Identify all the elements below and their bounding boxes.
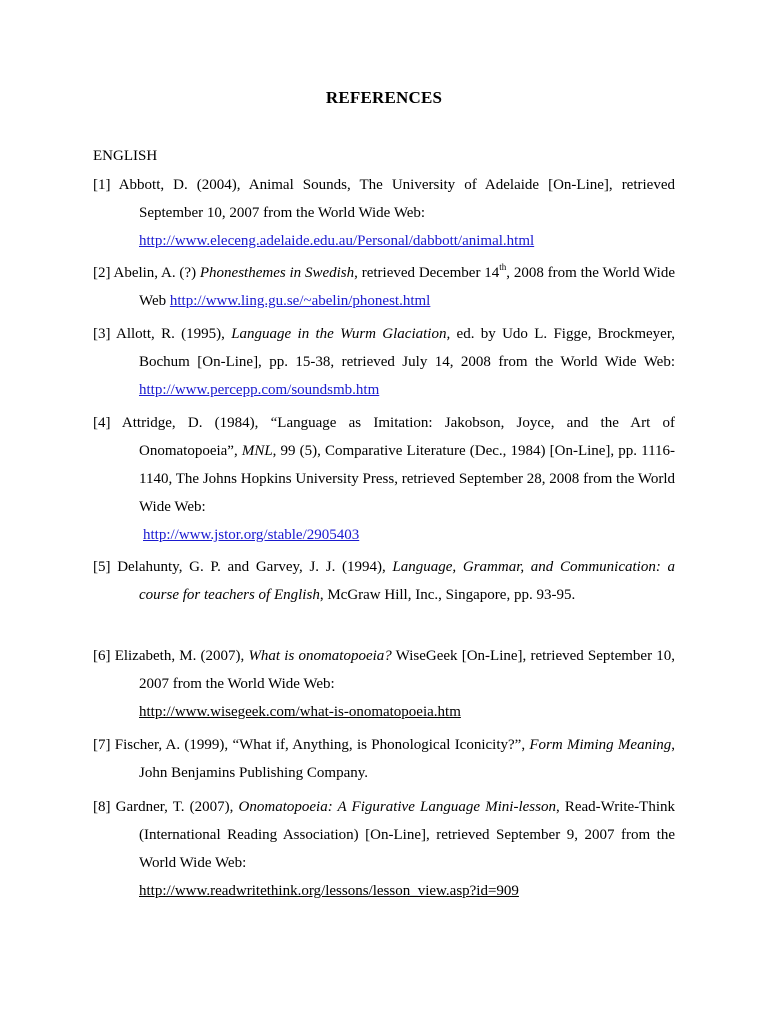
ref-number: [3] — [93, 326, 111, 342]
ref-number: [8] — [93, 799, 111, 815]
ref-number: [2] — [93, 265, 111, 281]
ref-title: Form Miming Meaning — [529, 737, 672, 753]
ref-number: [6] — [93, 648, 111, 664]
ref-number: [7] — [93, 737, 111, 753]
ref-text: , John Benjamins Publishing Company. — [139, 737, 675, 781]
ref-title: Onomatopoeia: A Figurative Language Mini-lesson — [238, 799, 556, 815]
ref-link[interactable]: http://www.ling.gu.se/~abelin/phonest.html — [169, 293, 431, 309]
ref-text: , retrieved December 14 — [354, 265, 500, 281]
ref-text: , Read-Write-Think (International Reading Association) [On-Line], retrieved September 9, 2007 from the World Wide Web: — [139, 799, 676, 871]
reference-item — [93, 259, 675, 315]
ref-number: [5] — [93, 559, 111, 575]
ref-text: , 99 (5), Comparative Literature (Dec., 1984) [On-Line], pp. 1116-1140, The Johns Hopkins University Press, retrieved September 28, 2008 from the World Wide Web: — [139, 443, 676, 515]
section-heading: ENGLISH — [93, 148, 158, 164]
ref-text: Abbott, D. (2004), Animal Sounds, The University of Adelaide [On-Line], retrieved September 10, 2007 from the World Wide Web: — [118, 177, 675, 221]
ref-link[interactable]: http://www.percepp.com/soundsmb.htm — [139, 382, 380, 398]
ref-title: Language in the Wurm Glaciation, — [231, 326, 451, 342]
ref-text: WiseGeek [On-Line], retrieved September 10, 2007 from the World Wide Web: — [139, 648, 676, 692]
reference-item — [93, 320, 675, 404]
reference-item — [93, 171, 675, 255]
ref-link[interactable]: http://www.jstor.org/stable/2905403 — [143, 527, 360, 543]
ref-number: [1] — [93, 177, 111, 193]
ref-title: Language, Grammar, and Communication: a course for teachers of English — [139, 559, 675, 603]
ref-title: What is onomatopoeia? — [248, 648, 392, 664]
ref-title: Phonesthemes in Swedish — [199, 265, 355, 281]
ref-text: Fischer, A. (1999), “What if, Anything, is Phonological Iconicity?”, — [114, 737, 530, 753]
reference-item — [93, 642, 675, 726]
page-title: REFERENCES — [325, 88, 443, 107]
ref-number: [4] — [93, 415, 111, 431]
ref-superscript: th — [499, 262, 507, 272]
ref-text: Allott, R. (1995), — [116, 326, 232, 342]
ref-title: MNL — [241, 443, 273, 459]
ref-text: , 2008 from the World Wide Web — [139, 265, 675, 309]
ref-text: Gardner, T. (2007), — [115, 799, 239, 815]
reference-item — [93, 409, 675, 549]
ref-link[interactable]: http://www.wisegeek.com/what-is-onomatopoeia.htm — [139, 704, 461, 720]
ref-text: Abelin, A. (?) — [113, 265, 200, 281]
ref-text: ed. by Udo L. Figge, Brockmeyer, Bochum [On-Line], pp. 15-38, retrieved July 14, 2008 from the World Wide Web: — [139, 326, 675, 370]
ref-text: , McGraw Hill, Inc., Singapore, pp. 93-95. — [319, 587, 576, 603]
reference-item — [93, 731, 675, 787]
ref-text: Attridge, D. (1984), “Language as Imitation: Jakobson, Joyce, and the Art of Onomatopoeia”, — [121, 415, 675, 459]
ref-link[interactable]: http://www.readwritethink.org/lessons/lesson_view.asp?id=909 — [139, 883, 519, 899]
ref-link[interactable]: http://www.eleceng.adelaide.edu.au/Personal/dabbott/animal.html — [139, 233, 535, 249]
ref-text: Elizabeth, M. (2007), — [114, 648, 249, 664]
ref-text: Delahunty, G. P. and Garvey, J. J. (1994), — [117, 559, 393, 575]
reference-item — [93, 793, 675, 905]
reference-item — [93, 553, 675, 609]
